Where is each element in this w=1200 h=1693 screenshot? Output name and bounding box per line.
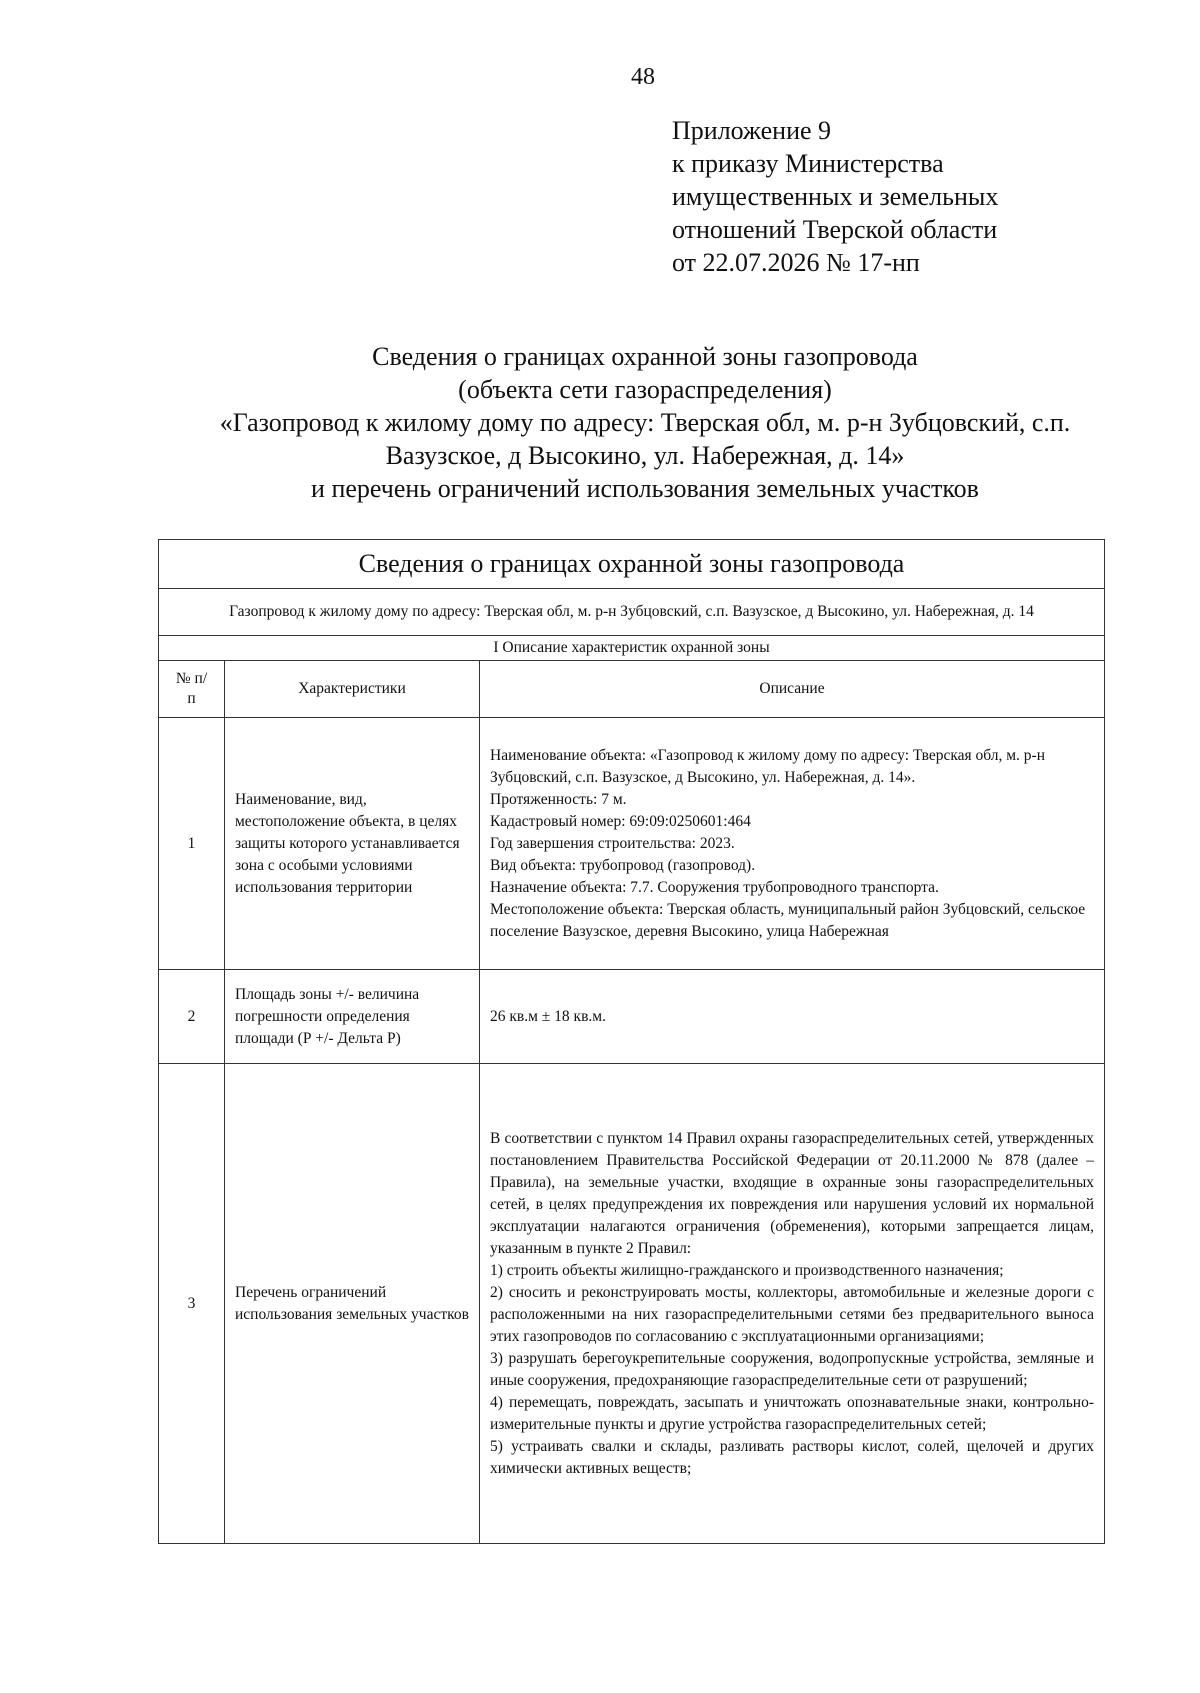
appendix-line: имущественных и земельных <box>672 182 999 211</box>
column-header-num: № п/п <box>159 661 225 718</box>
row-description <box>480 1064 1105 1544</box>
description-line: Назначение объекта: 7.7. Сооружения трубопроводного транспорта. <box>490 878 939 896</box>
appendix-block <box>672 114 998 279</box>
description-paragraph: 3) разрушать берегоукрепительные сооружения, водопропускные устройства, земляные и иные сооружения, предохраняющие газораспределительные сети от разрушений; <box>490 1349 1094 1389</box>
row-characteristic: Наименование, вид, местоположение объекта, в целях защиты которого устанавливается зона с особыми условиями использования территории <box>225 718 480 970</box>
title-line: (объекта сети газораспределения) <box>458 375 832 404</box>
document-title <box>170 340 1120 505</box>
page-number: 48 <box>631 64 655 90</box>
table-row <box>159 970 1105 1064</box>
column-header-characteristic: Характеристики <box>225 661 480 718</box>
description-paragraph: 4) перемещать, повреждать, засыпать и уничтожать опознавательные знаки, контрольно-измерительные пункты и другие устройства газораспределительных сетей; <box>490 1393 1094 1433</box>
description-line: Местоположение объекта: Тверская область, муниципальный район Зубцовский, сельское поселение Вазузское, деревня Высокино, улица Набережная <box>490 900 1086 940</box>
table-row <box>159 1064 1105 1544</box>
description-line: Год завершения строительства: 2023. <box>490 834 735 852</box>
appendix-line: отношений Тверской области <box>672 215 998 244</box>
appendix-line: к приказу Министерства <box>672 149 944 178</box>
description-line: Кадастровый номер: 69:09:0250601:464 <box>490 812 751 830</box>
description-paragraph: 2) сносить и реконструировать мосты, коллекторы, автомобильные и железные дороги с расположенными на них газораспределительными сетями без предварительного выноса этих газопроводов по согласованию с эксплуатационными организациями; <box>490 1283 1094 1345</box>
protection-zone-table <box>158 539 1105 1544</box>
description-paragraph: 1) строить объекты жилищно-гражданского и производственного назначения; <box>490 1261 1004 1279</box>
description-paragraph: 5) устраивать свалки и склады, разливать растворы кислот, солей, щелочей и других химически активных веществ; <box>490 1437 1094 1477</box>
row-description <box>480 970 1105 1064</box>
table-section-title: I Описание характеристик охранной зоны <box>159 636 1105 661</box>
description-line: 26 кв.м ± 18 кв.м. <box>490 1007 606 1025</box>
title-line: и перечень ограничений использования земельных участков <box>311 474 979 503</box>
description-line: Протяженность: 7 м. <box>490 790 627 808</box>
appendix-line: от 22.07.2026 № 17-нп <box>672 248 920 277</box>
row-number: 1 <box>159 718 225 970</box>
table-row <box>159 718 1105 970</box>
description-line: Вид объекта: трубопровод (газопровод). <box>490 856 756 874</box>
description-paragraph: В соответствии с пунктом 14 Правил охраны газораспределительных сетей, утвержденных постановлением Правительства Российской Федерации от 20.11.2000 № 878 (далее – Правила), на земельные участки, входящие в охранные зоны газораспределительных сетей, в целях предупреждения их повреждения или нарушения условий их нормальной эксплуатации налагаются ограничения (обременения), которыми запрещается лицам, указанным в пункте 2 Правил: <box>490 1129 1094 1257</box>
row-description <box>480 718 1105 970</box>
appendix-line: Приложение 9 <box>672 116 832 145</box>
row-characteristic: Перечень ограничений использования земельных участков <box>225 1064 480 1544</box>
row-number: 3 <box>159 1064 225 1544</box>
table-object-line: Газопровод к жилому дому по адресу: Тверская обл, м. р-н Зубцовский, с.п. Вазузское, д Высокино, ул. Набережная, д. 14 <box>159 589 1105 636</box>
row-number: 2 <box>159 970 225 1064</box>
column-header-description: Описание <box>480 661 1105 718</box>
title-line: «Газопровод к жилому дому по адресу: Тверская обл, м. р-н Зубцовский, с.п. <box>219 408 1071 437</box>
title-line: Вазузское, д Высокино, ул. Набережная, д. 14» <box>385 441 905 470</box>
row-characteristic: Площадь зоны +/- величина погрешности определения площади (Р +/- Дельта Р) <box>225 970 480 1064</box>
description-line: Наименование объекта: «Газопровод к жилому дому по адресу: Тверская обл, м. р-н Зубцовский, с.п. Вазузское, д Высокино, ул. Набережная, д. 14». <box>490 746 1046 786</box>
title-line: Сведения о границах охранной зоны газопровода <box>372 342 918 371</box>
table-heading: Сведения о границах охранной зоны газопровода <box>159 540 1105 589</box>
